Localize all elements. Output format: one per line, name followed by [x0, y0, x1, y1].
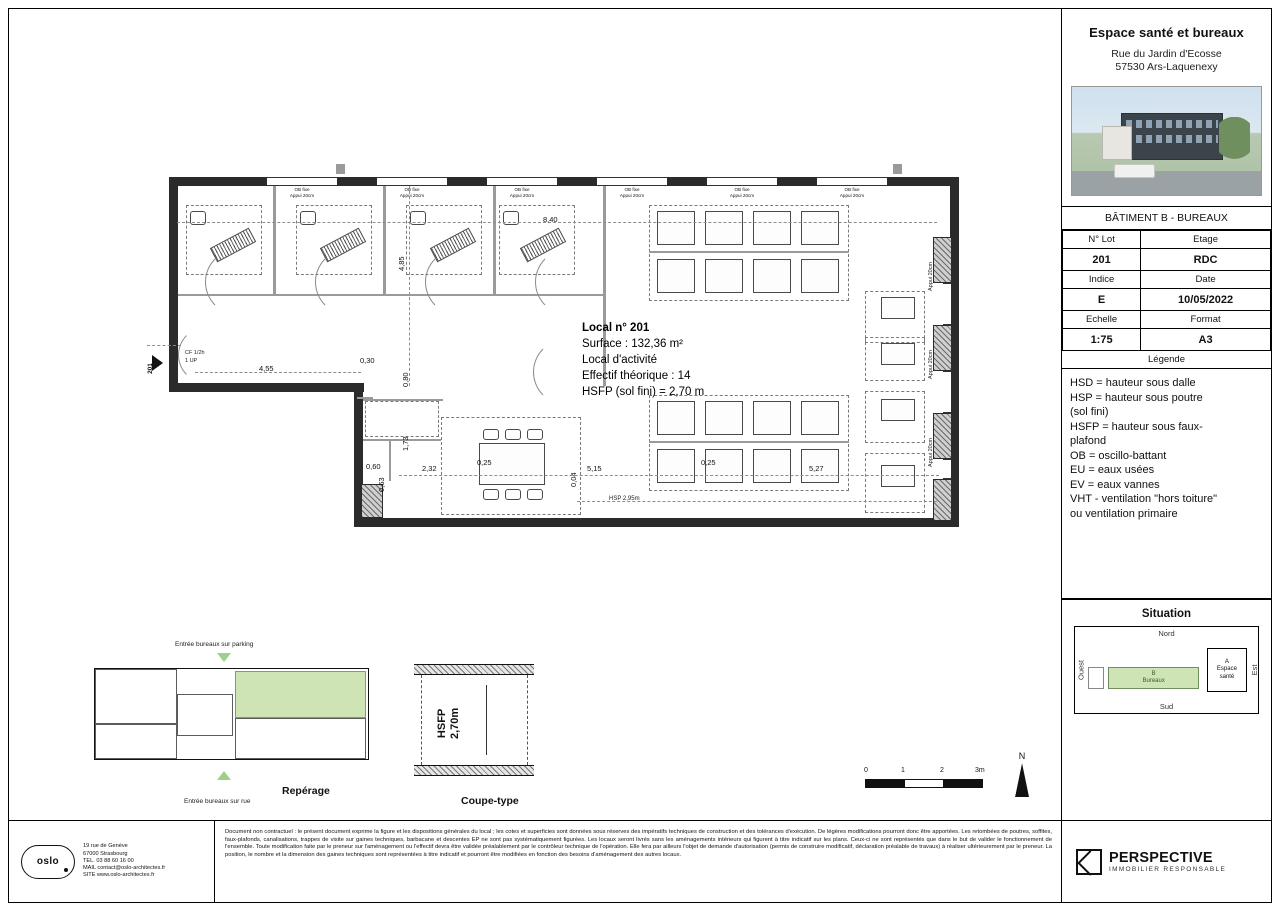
- footer: [9, 820, 1062, 902]
- desk-cluster-t4: [801, 211, 839, 245]
- dim-232: 2,32: [422, 464, 437, 473]
- project-address-line-2: 57530 Ars-Laquenexy: [1115, 61, 1218, 73]
- north-indicator: [1007, 751, 1037, 797]
- legend-header: Légende: [1062, 351, 1271, 369]
- dim-line-485: [409, 186, 410, 386]
- title-block-panel: [1061, 9, 1271, 902]
- desk-cluster-t8: [801, 259, 839, 293]
- window-top-label-3: OB fixe Appui 20cm: [509, 187, 535, 198]
- window-right-label-1: Appui 20cm: [928, 261, 934, 291]
- legend-line-7: EU = eaux usées: [1070, 464, 1155, 476]
- window-top-6: [817, 177, 887, 186]
- window-right-label-3: Appui 20cm: [928, 437, 934, 467]
- window-right-label-2: Appui 20cm: [928, 349, 934, 379]
- desk-cluster-b3: [753, 401, 791, 435]
- pier-right-3: [933, 413, 952, 459]
- desk-right-2: [881, 343, 915, 365]
- window-right-1: [943, 283, 951, 325]
- tech-zone: [365, 401, 439, 437]
- entry-up-label: 1 UP: [185, 358, 198, 364]
- reperage-entry-top-icon: [217, 653, 231, 662]
- meeting-chair-4: [483, 489, 499, 500]
- local-surface: Surface : 132,36 m²: [582, 338, 683, 350]
- project-address-line-1: Rue du Jardin d'Ecosse: [1111, 48, 1222, 60]
- table-row: [1063, 329, 1271, 351]
- window-right-3: [943, 459, 951, 479]
- situation-map: [1074, 626, 1259, 714]
- desk-cluster-b1: [657, 401, 695, 435]
- coupe-dash-left: [421, 675, 422, 765]
- partition-3: [493, 186, 496, 296]
- scale-bar: [865, 779, 983, 788]
- render-building-secondary: [1102, 126, 1132, 161]
- brand-tagline: IMMOBILIER RESPONSABLE: [1109, 866, 1227, 873]
- desk-cluster-b5: [657, 449, 695, 483]
- window-top-label-5: OB fixe Appui 20cm: [729, 187, 755, 198]
- ref-line-left: [147, 345, 181, 346]
- dim-840: 8,40: [543, 215, 558, 224]
- dim-hsp: HSP 2,95m: [609, 496, 640, 502]
- legend-line-10: ou ventilation primaire: [1070, 507, 1178, 520]
- reperage-core: [177, 694, 233, 736]
- situation-block-a-label-1: Espace: [1216, 666, 1237, 673]
- meeting-chair-3: [527, 429, 543, 440]
- legend-line-6: OB = oscillo-battant: [1070, 449, 1167, 462]
- north-arrow-icon: [1015, 763, 1029, 797]
- partition-2: [383, 186, 386, 296]
- meeting-chair-2: [505, 429, 521, 440]
- desk-cluster-t6: [705, 259, 743, 293]
- situation-est-label: Est: [1250, 664, 1260, 676]
- reperage-highlight-lot: [235, 671, 366, 718]
- dim-063: 0,63: [377, 477, 386, 492]
- window-top-3: [487, 177, 557, 186]
- pier-right-2: [933, 325, 952, 371]
- indice-value: E: [1063, 289, 1141, 311]
- format-value: A3: [1141, 329, 1271, 351]
- project-address: [1062, 48, 1271, 74]
- local-type: Local d'activité: [582, 354, 658, 366]
- dim-060: 0,60: [366, 462, 381, 471]
- window-top-2: [377, 177, 447, 186]
- meeting-chair-6: [527, 489, 543, 500]
- pier-right-4: [933, 479, 952, 521]
- scale-tick-1: 1: [901, 767, 905, 774]
- legend-line-5: plafond: [1070, 435, 1107, 447]
- footer-addr-line-4: MAIL contact@oslo-architectes.fr: [83, 865, 166, 872]
- table-row: [1063, 289, 1271, 311]
- dim-line-455: [195, 372, 361, 373]
- render-tree: [1219, 117, 1249, 169]
- situation-block-a: [1207, 648, 1247, 693]
- etage-header: Etage: [1141, 231, 1271, 249]
- wall-bottom: [354, 518, 959, 527]
- legend-line-3: (sol fini): [1070, 406, 1109, 418]
- coupe-title: Coupe-type: [461, 795, 519, 807]
- reperage-title: Repérage: [282, 785, 330, 797]
- local-title: Local n° 201: [582, 322, 650, 334]
- coupe-dash-right: [527, 675, 528, 765]
- footer-addr-line-5: SITE www.oslo-architectes.fr: [83, 872, 155, 879]
- building-band-label: BÂTIMENT B - BUREAUX: [1062, 206, 1271, 230]
- window-top-5: [707, 177, 777, 186]
- reperage-cell-1: [95, 669, 177, 724]
- date-value: 10/05/2022: [1141, 289, 1271, 311]
- window-right-2: [943, 371, 951, 413]
- reperage-cell-2: [95, 724, 177, 759]
- legend-list: [1062, 369, 1271, 599]
- meeting-chair-5: [505, 489, 521, 500]
- lot-header: N° Lot: [1063, 231, 1141, 249]
- dim-173: 1,73: [401, 436, 410, 451]
- desk-cluster-t2: [705, 211, 743, 245]
- coupe-slab-top: [414, 664, 534, 675]
- window-top-label-2: OB fixe Appui 20cm: [399, 187, 425, 198]
- tech-partition-2: [389, 441, 391, 481]
- lot-value: 201: [1063, 249, 1141, 271]
- desk-right-4: [881, 465, 915, 487]
- dim-025-b: 0,25: [701, 458, 716, 467]
- table-row: [1063, 311, 1271, 329]
- situation-block-b-letter: B: [1151, 670, 1156, 677]
- project-title: Espace santé et bureaux: [1089, 25, 1244, 40]
- desk-cluster-t5: [657, 259, 695, 293]
- local-info-block: [582, 320, 704, 400]
- entry-cf-label: CF 1/2h: [185, 350, 205, 356]
- local-effectif: Effectif théorique : 14: [582, 370, 691, 382]
- window-top-label-6: OB fixe Appui 20cm: [839, 187, 865, 198]
- coupe-slab-bottom: [414, 765, 534, 776]
- dim-527: 5,27: [809, 464, 824, 473]
- reperage-bottom-label: Entrée bureaux sur rue: [184, 798, 251, 805]
- situation-strip: [1088, 667, 1104, 689]
- desk-cluster-b7: [753, 449, 791, 483]
- footer-architect-block: [9, 821, 215, 902]
- partition-1: [273, 186, 276, 296]
- brand-name: PERSPECTIVE: [1109, 850, 1213, 866]
- footer-addr-line-3: TEL. 03 88 60 16 00: [83, 857, 134, 864]
- dim-080: 0,80: [401, 372, 410, 387]
- render-vehicle: [1114, 164, 1156, 178]
- window-top-label-4: OB fixe Appui 20cm: [619, 187, 645, 198]
- situation-block-a-label-2: santé: [1219, 673, 1235, 680]
- niche-1: [357, 397, 373, 399]
- render-road: [1072, 171, 1261, 195]
- situation-title: Situation: [1141, 608, 1192, 620]
- reperage-cell-3: [235, 718, 366, 759]
- footer-addr-line-1: 19 rue de Genève: [83, 843, 128, 850]
- window-top-label-1: OB fixe Appui 20cm: [289, 187, 315, 198]
- dim-455: 4,55: [259, 364, 274, 373]
- legend-line-9: VHT - ventilation "hors toiture": [1070, 493, 1218, 505]
- desk-cluster-b4: [801, 401, 839, 435]
- desk-right-3: [881, 399, 915, 421]
- oslo-logo-icon: oslo: [21, 845, 75, 879]
- scale-tick-2: 2: [940, 767, 944, 774]
- scale-bar-group: [865, 767, 983, 797]
- legend-line-1: HSD = hauteur sous dalle: [1070, 377, 1196, 389]
- desk-cluster-t3: [753, 211, 791, 245]
- north-label: N: [1018, 751, 1026, 761]
- situation-block: [1062, 599, 1271, 714]
- metadata-table: [1062, 230, 1271, 351]
- meeting-chair-1: [483, 429, 499, 440]
- footer-architect-address: [83, 843, 165, 879]
- window-top-4: [597, 177, 667, 186]
- etage-value: RDC: [1141, 249, 1271, 271]
- dim-025-a: 0,25: [477, 458, 492, 467]
- wall-left-step: [169, 383, 364, 392]
- dim-515: 5,15: [587, 464, 602, 473]
- reperage-top-label: Entrée bureaux sur parking: [175, 641, 254, 648]
- footer-addr-line-2: 67000 Strasbourg: [83, 850, 128, 857]
- drawing-sheet: [8, 8, 1272, 903]
- scale-tick-0: 0: [864, 767, 868, 774]
- desk-cluster-b2: [705, 401, 743, 435]
- pier-right-1: [933, 237, 952, 283]
- echelle-value: 1:75: [1063, 329, 1141, 351]
- indice-header: Indice: [1063, 271, 1141, 289]
- coupe-hsfp-label: HSFP 2,70m: [436, 707, 461, 739]
- dim-004: 0,04: [569, 472, 578, 487]
- dim-030: 0,30: [360, 356, 375, 365]
- scale-tick-3: 3m: [975, 767, 985, 774]
- situation-block-b: [1108, 667, 1200, 689]
- situation-block-b-label: Bureaux: [1142, 677, 1165, 684]
- project-render-image: [1071, 86, 1262, 196]
- desk-cluster-t1: [657, 211, 695, 245]
- situation-nord-label: Nord: [1158, 629, 1175, 638]
- floor-plan-area: [9, 9, 1062, 822]
- window-top-1: [267, 177, 337, 186]
- footer-disclaimer: Document non contractuel : le présent document exprime la figure et les dispositions générales du local ; les cotes et superficies sont données sous réserves des impératifs techniques de construction et des tolérances d'exécution. De légères modifications pourront donc être apportées. Les retombées de poutres, soffites, faux-plafonds, canalisations, trappes de visite sur gaines techniques, barbacane et descentes EP ne sont pas systématiquement figurées. Les locaux seront livrés sans les aménagements intérieurs qui figurent à titre indicatif sur les plans. Ceux-ci ne sont représentés que dans le but de valider le fonctionnement de l'ensemble. Toute modification faite par le preneur sur l'aménagement ou l'effectif devra être validée préalablement par le contrôleur technique de l'opération. Elle fera par ailleurs l'objet de demande d'autorisation (permis de construire modificatif, déclaration préalable de travaux) à réaliser ultérieurement par le preneur. La position, le nombre et la dimension des gaines techniques sont représentées à titre indicatif et pourront être modifiées en fonction des besoins d'aménagement des autres locaux.: [225, 829, 1052, 858]
- table-row: [1063, 249, 1271, 271]
- situation-ouest-label: Ouest: [1076, 659, 1086, 681]
- desk-divider-bottom: [649, 441, 849, 443]
- legend-line-2: HSP = hauteur sous poutre: [1070, 391, 1203, 404]
- table-row: [1063, 271, 1271, 289]
- situation-sud-label: Sud: [1159, 702, 1174, 711]
- dim-line-bottom: [399, 475, 939, 476]
- situation-block-a-letter: A: [1224, 658, 1229, 665]
- desk-divider-top: [649, 251, 849, 253]
- legend-line-8: EV = eaux vannes: [1070, 478, 1160, 491]
- coupe-dim-arrow: [486, 685, 487, 755]
- desk-cluster-t7: [753, 259, 791, 293]
- legend-line-4: HSFP = hauteur sous faux-: [1070, 420, 1203, 433]
- reperage-entry-bottom-icon: [217, 771, 231, 780]
- wall-left-upper: [169, 177, 178, 392]
- date-header: Date: [1141, 271, 1271, 289]
- echelle-header: Echelle: [1063, 311, 1141, 329]
- local-hsfp: HSFP (sol fini) = 2,70 m: [582, 386, 705, 398]
- format-header: Format: [1141, 311, 1271, 329]
- roof-mark-2: [893, 164, 902, 174]
- dim-line-hsp: [577, 501, 937, 502]
- render-building-main: [1121, 113, 1223, 161]
- dim-485: 4,85: [397, 256, 406, 271]
- entry-number-label: 201: [146, 363, 154, 374]
- roof-mark-1: [336, 164, 345, 174]
- table-row: [1063, 231, 1271, 249]
- desk-right-1: [881, 297, 915, 319]
